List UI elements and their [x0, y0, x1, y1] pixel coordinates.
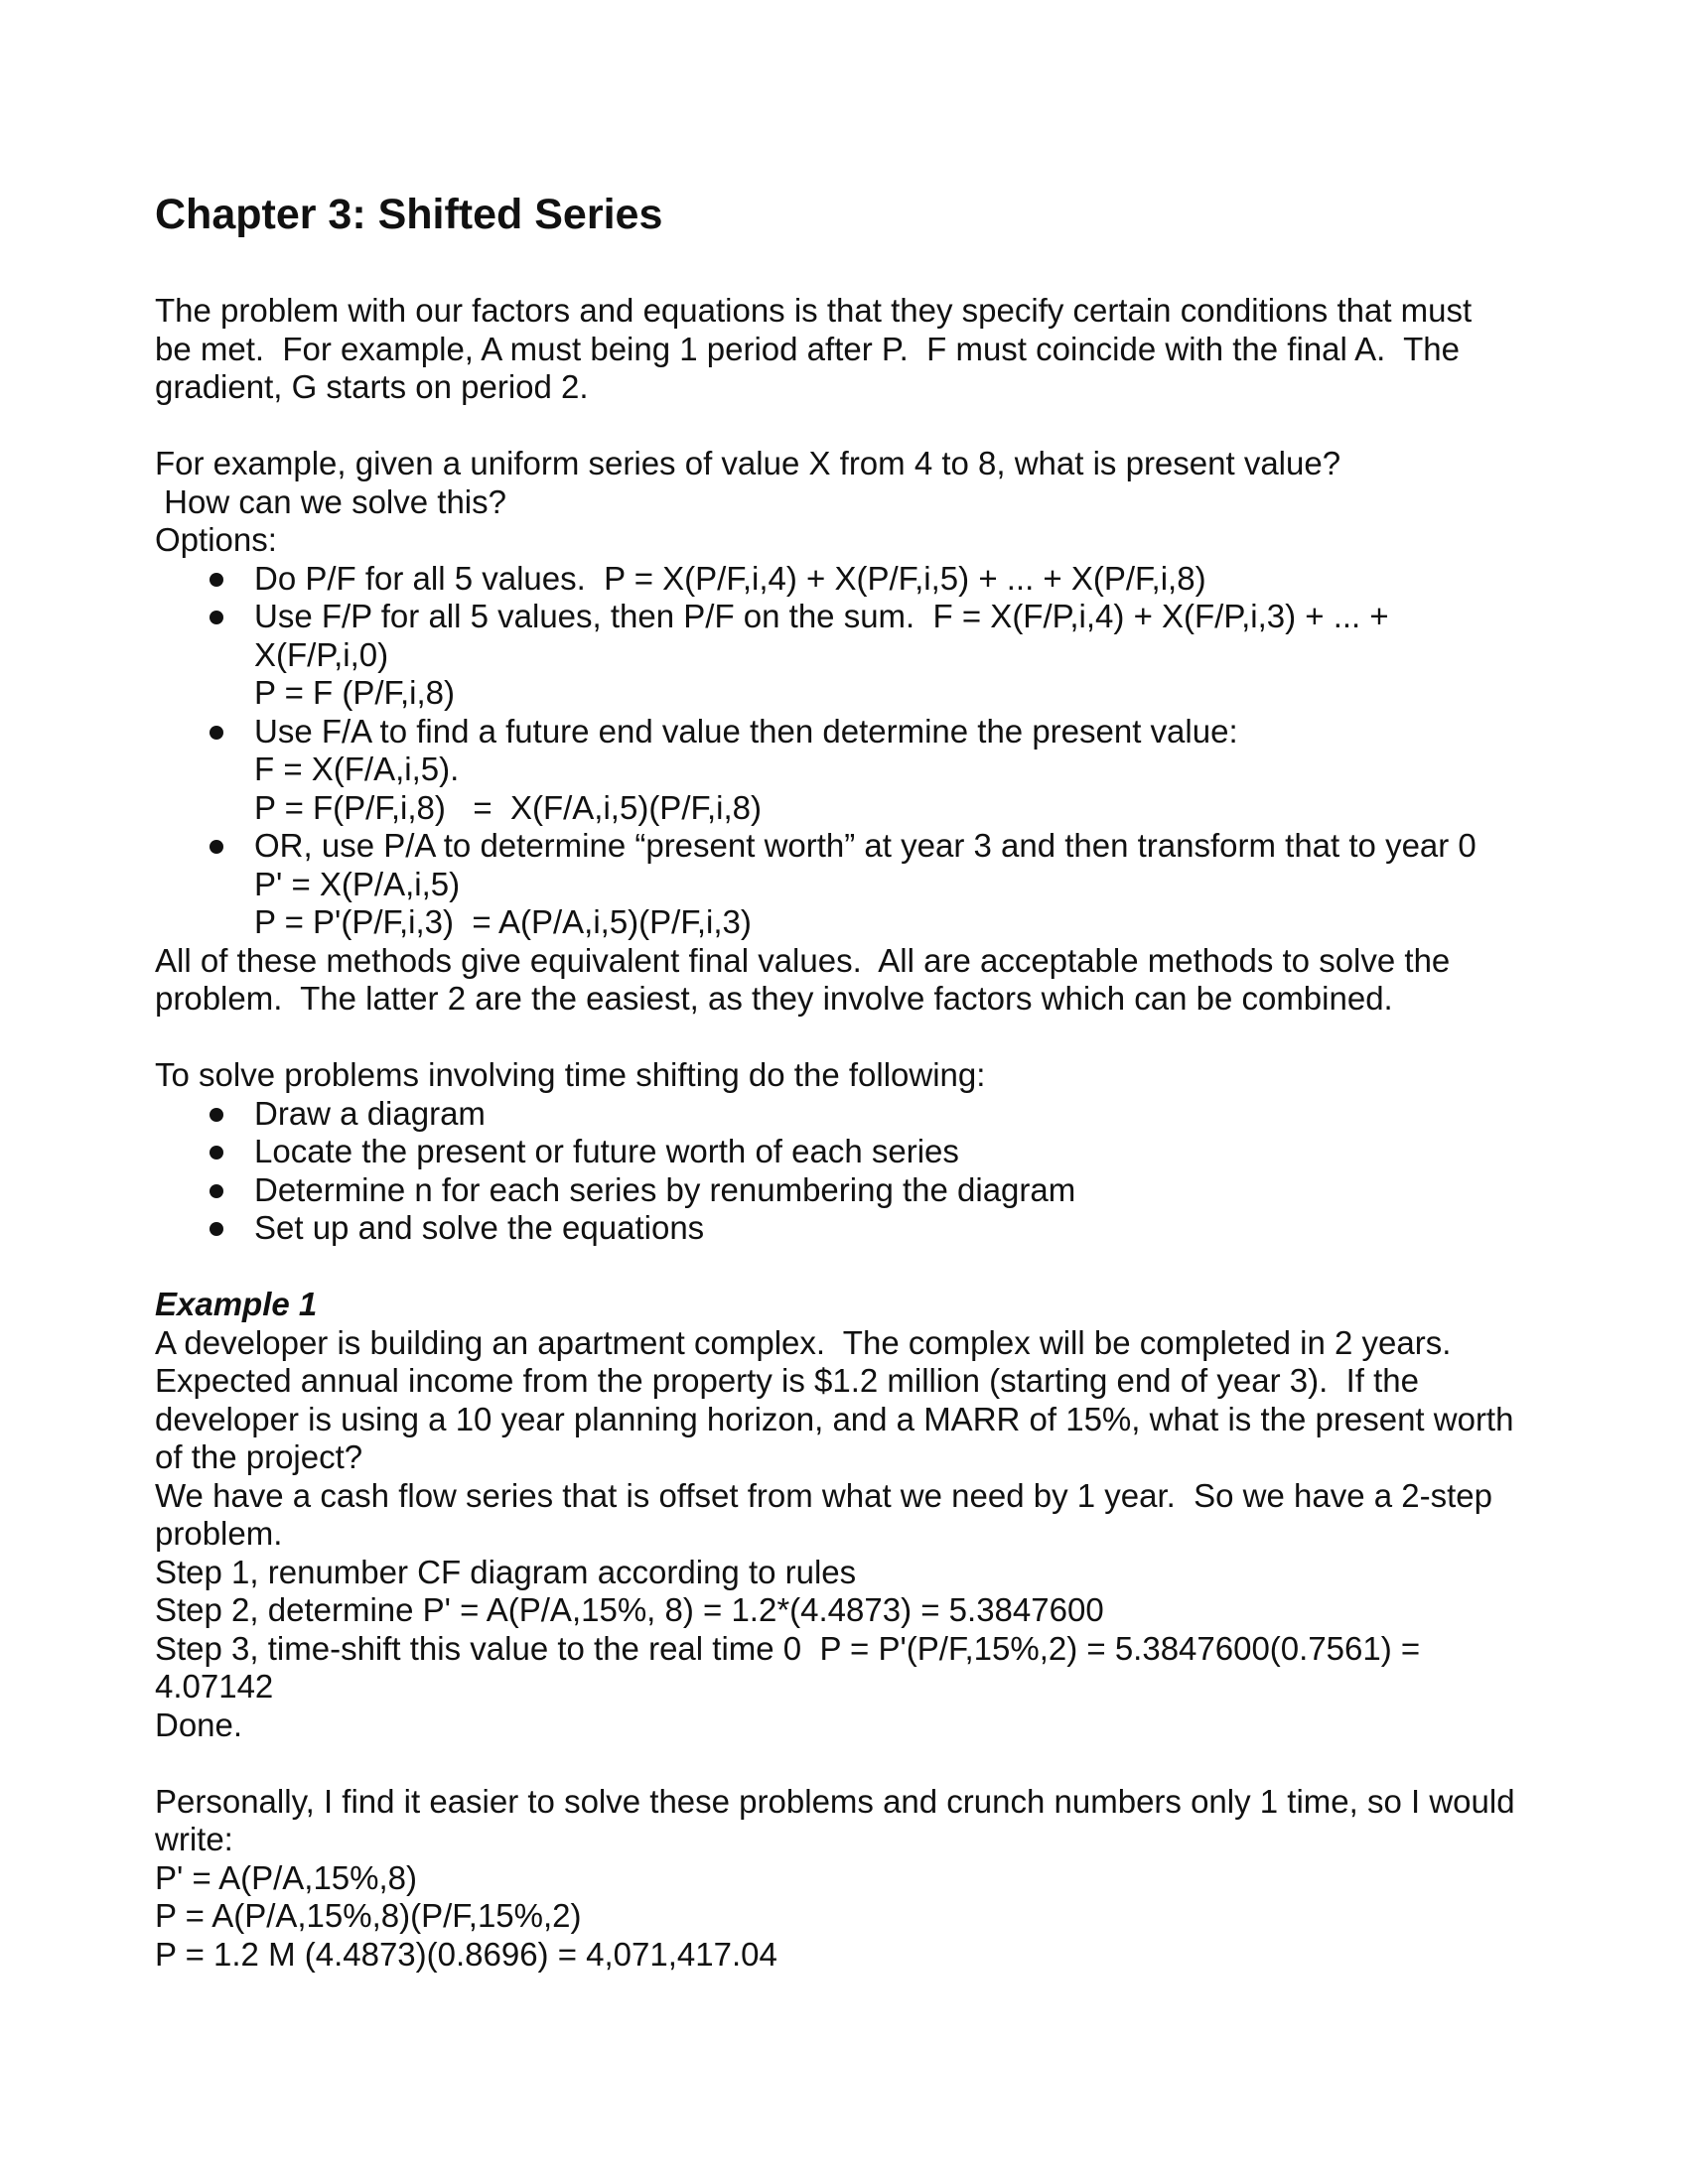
- intro-line: gradient, G starts on period 2.: [155, 368, 589, 405]
- personal-line: P = 1.2 M (4.4873)(0.8696) = 4,071,417.04: [155, 1935, 777, 1973]
- bullet-icon: [210, 573, 223, 587]
- example-title: Example 1: [155, 1286, 318, 1322]
- options-label: Options:: [155, 521, 277, 558]
- personal-line: P' = A(P/A,15%,8): [155, 1858, 418, 1896]
- steps-intro: To solve problems involving time shifting do the following:: [155, 1056, 986, 1093]
- example-line: developer is using a 10 year planning horizon, and a MARR of 15%, what is the present worth: [155, 1400, 1514, 1437]
- example-line: of the project?: [155, 1438, 363, 1475]
- step-text: Determine n for each series by renumbering the diagram: [254, 1170, 1076, 1208]
- step-text: Draw a diagram: [254, 1094, 486, 1132]
- question-line: How can we solve this?: [155, 482, 506, 520]
- personal-line: write:: [155, 1821, 233, 1857]
- personal-paragraph: [155, 1783, 1545, 1975]
- option-line: OR, use P/A to determine “present worth” at year 3 and then transform that to year 0: [254, 827, 1477, 864]
- step-text: Locate the present or future worth of each series: [254, 1133, 959, 1169]
- step-text: Set up and solve the equations: [254, 1209, 705, 1246]
- bullet-icon: [210, 1222, 223, 1236]
- option-item: [155, 827, 1545, 942]
- option-line: P = F (P/F,i,8): [254, 674, 456, 711]
- option-line: P = P'(P/F,i,3) = A(P/A,i,5)(P/F,i,3): [254, 903, 752, 940]
- personal-line: Personally, I find it easier to solve these problems and crunch numbers only 1 time, so I would: [155, 1782, 1515, 1820]
- option-line: Do P/F for all 5 values. P = X(P/F,i,4) + X(P/F,i,5) + ... + X(P/F,i,8): [254, 559, 1206, 597]
- example-line: We have a cash flow series that is offset from what we need by 1 year. So we have a 2-step: [155, 1476, 1492, 1514]
- step-item: [155, 1171, 1545, 1210]
- example-body: [155, 1324, 1545, 1745]
- bullet-icon: [210, 726, 223, 740]
- example-line: Done.: [155, 1706, 243, 1743]
- option-item: [155, 560, 1545, 599]
- option-line: Use F/A to find a future end value then determine the present value:: [254, 712, 1238, 750]
- summary-line: All of these methods give equivalent final values. All are acceptable methods to solve the: [155, 941, 1451, 979]
- bullet-icon: [210, 1108, 223, 1122]
- intro-line: be met. For example, A must being 1 period after P. F must coincide with the final A. The: [155, 330, 1460, 367]
- summary-line: problem. The latter 2 are the easiest, as they involve factors which can be combined.: [155, 980, 1393, 1017]
- step-item: [155, 1209, 1545, 1248]
- intro-paragraph: [155, 292, 1545, 407]
- option-item: [155, 598, 1545, 713]
- personal-line: P = A(P/A,15%,8)(P/F,15%,2): [155, 1897, 582, 1934]
- example-line: A developer is building an apartment complex. The complex will be completed in 2 years.: [155, 1323, 1452, 1361]
- example-line: 4.07142: [155, 1668, 274, 1705]
- example-line: problem.: [155, 1515, 283, 1552]
- bullet-icon: [210, 840, 223, 854]
- document-page: [155, 189, 1545, 1974]
- steps-list: [155, 1095, 1545, 1248]
- option-line: F = X(F/A,i,5).: [254, 751, 460, 787]
- chapter-title: Chapter 3: Shifted Series: [155, 191, 663, 238]
- bullet-icon: [210, 1146, 223, 1160]
- option-line: P' = X(P/A,i,5): [254, 865, 461, 902]
- bullet-icon: [210, 611, 223, 624]
- summary-paragraph: [155, 942, 1545, 1019]
- options-list: [155, 560, 1545, 942]
- question-line: For example, given a uniform series of value X from 4 to 8, what is present value?: [155, 445, 1341, 481]
- step-item: [155, 1095, 1545, 1134]
- example-line: Expected annual income from the property is $1.2 million (starting end of year 3). If the: [155, 1362, 1419, 1399]
- bullet-icon: [210, 1184, 223, 1198]
- step-item: [155, 1133, 1545, 1171]
- example-line: Step 1, renumber CF diagram according to rules: [155, 1553, 857, 1590]
- option-line: Use F/P for all 5 values, then P/F on the sum. F = X(F/P,i,4) + X(F/P,i,3) + ... +: [254, 598, 1389, 634]
- option-line: P = F(P/F,i,8) = X(F/A,i,5)(P/F,i,8): [254, 788, 763, 826]
- option-item: [155, 713, 1545, 828]
- example-line: Step 3, time-shift this value to the real time 0 P = P'(P/F,15%,2) = 5.3847600(0.7561) =: [155, 1629, 1421, 1667]
- option-line: X(F/P,i,0): [254, 635, 389, 673]
- example-line: Step 2, determine P' = A(P/A,15%, 8) = 1.2*(4.4873) = 5.3847600: [155, 1591, 1104, 1628]
- intro-line: The problem with our factors and equations is that they specify certain conditions that must: [155, 292, 1473, 329]
